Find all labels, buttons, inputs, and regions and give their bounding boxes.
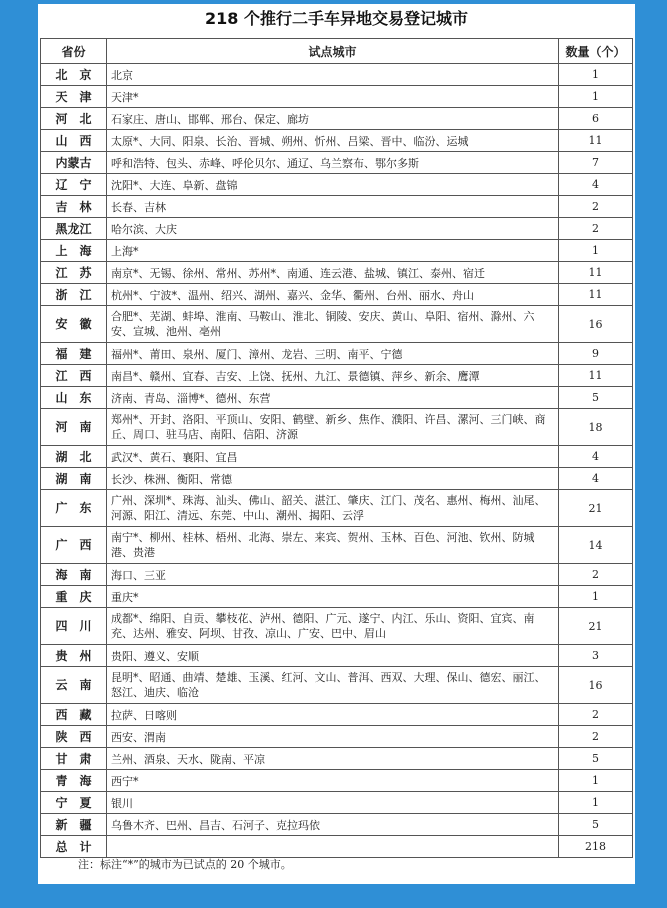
- cities-cell: 合肥*、芜湖、蚌埠、淮南、马鞍山、淮北、铜陵、安庆、黄山、阜阳、宿州、滁州、六安、宣城、池州、亳州: [107, 306, 559, 343]
- table-row: [41, 586, 633, 608]
- province-cell: 内蒙古: [41, 152, 107, 174]
- province-cell: 吉 林: [41, 196, 107, 218]
- province-cell: 上 海: [41, 240, 107, 262]
- table-row: [41, 564, 633, 586]
- document-sheet: [38, 4, 635, 884]
- count-cell: 11: [559, 130, 633, 152]
- table-row: [41, 836, 633, 858]
- count-cell: 1: [559, 770, 633, 792]
- table-row: [41, 387, 633, 409]
- document-title: 218 个推行二手车异地交易登记城市: [205, 9, 468, 28]
- cities-cell: 南昌*、赣州、宜春、吉安、上饶、抚州、九江、景德镇、萍乡、新余、鹰潭: [107, 365, 559, 387]
- table-row: [41, 748, 633, 770]
- table-row: [41, 667, 633, 704]
- province-cell: 安 徽: [41, 306, 107, 343]
- cities-cell: 银川: [107, 792, 559, 814]
- table-row: [41, 770, 633, 792]
- count-cell: 1: [559, 240, 633, 262]
- cities-cell: 天津*: [107, 86, 559, 108]
- table-body: [41, 64, 633, 858]
- table-header-row: [41, 39, 633, 64]
- province-cell: 福 建: [41, 343, 107, 365]
- count-cell: 218: [559, 836, 633, 858]
- cities-cell: 长沙、株洲、衡阳、常德: [107, 468, 559, 490]
- province-cell: 重 庆: [41, 586, 107, 608]
- province-cell: 河 南: [41, 409, 107, 446]
- table-row: [41, 152, 633, 174]
- count-cell: 6: [559, 108, 633, 130]
- table-row: [41, 365, 633, 387]
- cities-cell: 北京: [107, 64, 559, 86]
- count-cell: 4: [559, 174, 633, 196]
- province-cell: 辽 宁: [41, 174, 107, 196]
- cities-cell: 西宁*: [107, 770, 559, 792]
- province-cell: 新 疆: [41, 814, 107, 836]
- table-row: [41, 262, 633, 284]
- province-cell: 海 南: [41, 564, 107, 586]
- cities-cell: 哈尔滨、大庆: [107, 218, 559, 240]
- count-cell: 16: [559, 306, 633, 343]
- header-count: 数量（个）: [559, 39, 633, 64]
- cities-cell: 重庆*: [107, 586, 559, 608]
- table-row: [41, 645, 633, 667]
- province-cell: 甘 肃: [41, 748, 107, 770]
- table-row: [41, 409, 633, 446]
- province-cell: 宁 夏: [41, 792, 107, 814]
- cities-cell: 沈阳*、大连、阜新、盘锦: [107, 174, 559, 196]
- count-cell: 21: [559, 490, 633, 527]
- province-cell: 黑龙江: [41, 218, 107, 240]
- cities-cell: 昆明*、昭通、曲靖、楚雄、玉溪、红河、文山、普洱、西双、大理、保山、德宏、丽江、怒江、迪庆、临沧: [107, 667, 559, 704]
- province-cell: 山 西: [41, 130, 107, 152]
- province-cell: 云 南: [41, 667, 107, 704]
- table-row: [41, 130, 633, 152]
- count-cell: 2: [559, 196, 633, 218]
- table-row: [41, 814, 633, 836]
- province-cell: 江 苏: [41, 262, 107, 284]
- count-cell: 1: [559, 64, 633, 86]
- province-cell: 广 东: [41, 490, 107, 527]
- count-cell: 9: [559, 343, 633, 365]
- cities-cell: 海口、三亚: [107, 564, 559, 586]
- table-row: [41, 240, 633, 262]
- count-cell: 3: [559, 645, 633, 667]
- count-cell: 14: [559, 527, 633, 564]
- count-cell: 1: [559, 586, 633, 608]
- table-row: [41, 527, 633, 564]
- cities-cell: 成都*、绵阳、自贡、攀枝花、泸州、德阳、广元、遂宁、内江、乐山、资阳、宜宾、南充、达州、雅安、阿坝、甘孜、凉山、广安、巴中、眉山: [107, 608, 559, 645]
- cities-cell: 拉萨、日喀则: [107, 704, 559, 726]
- province-cell: 天 津: [41, 86, 107, 108]
- count-cell: 11: [559, 365, 633, 387]
- table-row: [41, 446, 633, 468]
- count-cell: 2: [559, 726, 633, 748]
- cities-cell: 南京*、无锡、徐州、常州、苏州*、南通、连云港、盐城、镇江、泰州、宿迁: [107, 262, 559, 284]
- table-row: [41, 306, 633, 343]
- province-cell: 湖 北: [41, 446, 107, 468]
- table-row: [41, 218, 633, 240]
- count-cell: 2: [559, 218, 633, 240]
- count-cell: 11: [559, 284, 633, 306]
- count-cell: 1: [559, 86, 633, 108]
- cities-cell: 南宁*、柳州、桂林、梧州、北海、崇左、来宾、贺州、玉林、百色、河池、钦州、防城港、贵港: [107, 527, 559, 564]
- province-cell: 北 京: [41, 64, 107, 86]
- cities-cell: 兰州、酒泉、天水、陇南、平凉: [107, 748, 559, 770]
- count-cell: 11: [559, 262, 633, 284]
- table-row: [41, 284, 633, 306]
- count-cell: 4: [559, 446, 633, 468]
- province-cell: 河 北: [41, 108, 107, 130]
- province-cell: 山 东: [41, 387, 107, 409]
- province-cell: 总 计: [41, 836, 107, 858]
- table-row: [41, 108, 633, 130]
- province-cell: 陕 西: [41, 726, 107, 748]
- count-cell: 1: [559, 792, 633, 814]
- cities-cell: 福州*、莆田、泉州、厦门、漳州、龙岩、三明、南平、宁德: [107, 343, 559, 365]
- city-table: [40, 38, 633, 858]
- cities-cell: 长春、吉林: [107, 196, 559, 218]
- province-cell: 浙 江: [41, 284, 107, 306]
- count-cell: 5: [559, 814, 633, 836]
- cities-cell: 杭州*、宁波*、温州、绍兴、湖州、嘉兴、金华、衢州、台州、丽水、舟山: [107, 284, 559, 306]
- table-row: [41, 468, 633, 490]
- table-row: [41, 343, 633, 365]
- cities-cell: 乌鲁木齐、巴州、昌吉、石河子、克拉玛依: [107, 814, 559, 836]
- province-cell: 西 藏: [41, 704, 107, 726]
- province-cell: 江 西: [41, 365, 107, 387]
- count-cell: 2: [559, 704, 633, 726]
- count-cell: 16: [559, 667, 633, 704]
- table-row: [41, 174, 633, 196]
- province-cell: 广 西: [41, 527, 107, 564]
- table-row: [41, 704, 633, 726]
- cities-cell: 贵阳、遵义、安顺: [107, 645, 559, 667]
- table-row: [41, 608, 633, 645]
- cities-cell: 广州、深圳*、珠海、汕头、佛山、韶关、湛江、肇庆、江门、茂名、惠州、梅州、汕尾、河源、阳江、清远、东莞、中山、潮州、揭阳、云浮: [107, 490, 559, 527]
- province-cell: 青 海: [41, 770, 107, 792]
- cities-cell: 武汉*、黄石、襄阳、宜昌: [107, 446, 559, 468]
- count-cell: 4: [559, 468, 633, 490]
- count-cell: 5: [559, 748, 633, 770]
- table-row: [41, 726, 633, 748]
- cities-cell: 西安、渭南: [107, 726, 559, 748]
- table-row: [41, 792, 633, 814]
- cities-cell: 石家庄、唐山、邯郸、邢台、保定、廊坊: [107, 108, 559, 130]
- footnote: 注：标注“*”的城市为已试点的 20 个城市。: [78, 858, 292, 871]
- table-row: [41, 86, 633, 108]
- cities-cell: [107, 836, 559, 858]
- cities-cell: 太原*、大同、阳泉、长治、晋城、朔州、忻州、吕梁、晋中、临汾、运城: [107, 130, 559, 152]
- cities-cell: 济南、青岛、淄博*、德州、东营: [107, 387, 559, 409]
- table-row: [41, 196, 633, 218]
- count-cell: 2: [559, 564, 633, 586]
- table-row: [41, 490, 633, 527]
- cities-cell: 郑州*、开封、洛阳、平顶山、安阳、鹤壁、新乡、焦作、濮阳、许昌、漯河、三门峡、商丘、周口、驻马店、南阳、信阳、济源: [107, 409, 559, 446]
- province-cell: 四 川: [41, 608, 107, 645]
- header-province: 省份: [41, 39, 107, 64]
- count-cell: 18: [559, 409, 633, 446]
- count-cell: 7: [559, 152, 633, 174]
- province-cell: 湖 南: [41, 468, 107, 490]
- cities-cell: 上海*: [107, 240, 559, 262]
- cities-cell: 呼和浩特、包头、赤峰、呼伦贝尔、通辽、乌兰察布、鄂尔多斯: [107, 152, 559, 174]
- header-cities: 试点城市: [107, 39, 559, 64]
- province-cell: 贵 州: [41, 645, 107, 667]
- count-cell: 21: [559, 608, 633, 645]
- table-row: [41, 64, 633, 86]
- count-cell: 5: [559, 387, 633, 409]
